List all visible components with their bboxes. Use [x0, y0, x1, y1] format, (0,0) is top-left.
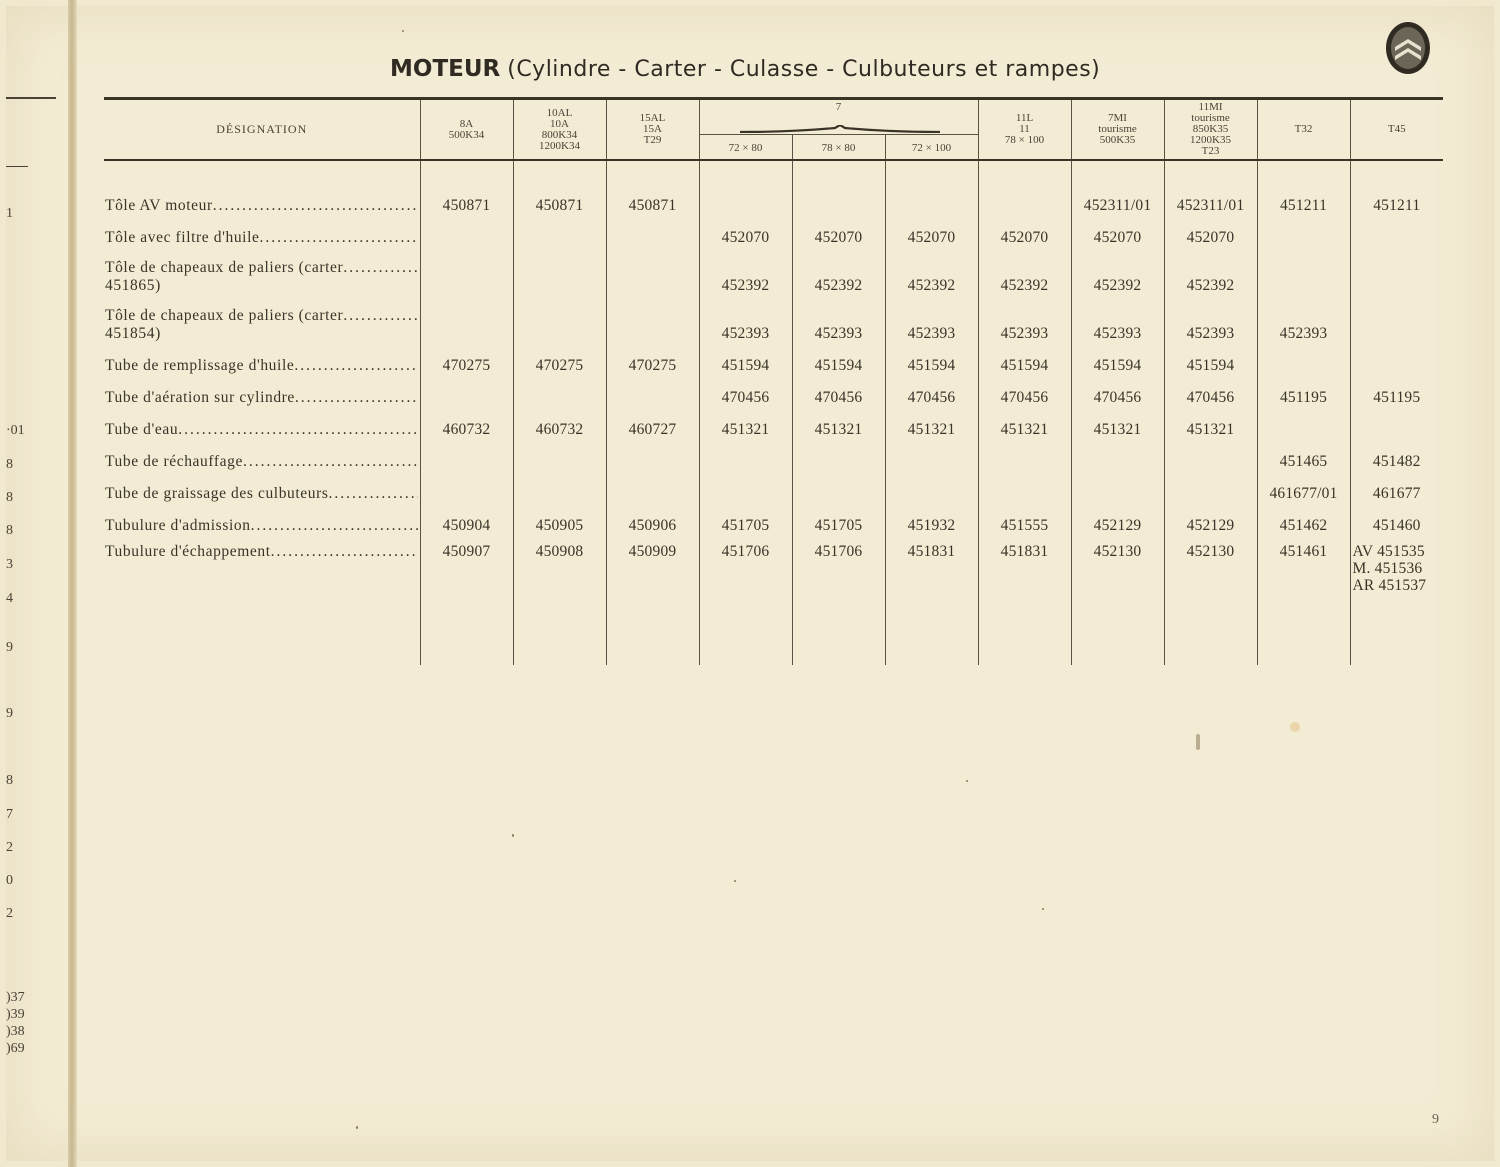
part-number: 470456	[885, 377, 978, 409]
model-header-11l: 11L 11 78 × 100	[978, 99, 1071, 161]
part-number	[513, 377, 606, 409]
part-number: 452130	[1164, 537, 1257, 597]
part-number	[420, 249, 513, 297]
part-number: 451932	[885, 505, 978, 537]
part-number: 452392	[792, 249, 885, 297]
part-number	[885, 441, 978, 473]
part-number	[513, 441, 606, 473]
part-number: 451195	[1257, 377, 1350, 409]
part-number	[978, 441, 1071, 473]
citroen-logo-icon	[1384, 20, 1432, 76]
table-row	[104, 185, 1443, 217]
part-number: 451594	[978, 345, 1071, 377]
paper-speck	[402, 30, 404, 32]
brace-icon	[740, 125, 940, 133]
paper-speck	[966, 780, 968, 782]
table-row	[104, 297, 1443, 345]
designation-header: DÉSIGNATION	[104, 99, 420, 161]
part-number: 451594	[792, 345, 885, 377]
margin-rule	[6, 166, 28, 167]
table-row	[104, 537, 1443, 597]
part-number: 451465	[1257, 441, 1350, 473]
part-number	[885, 473, 978, 505]
margin-number: 7	[6, 807, 13, 822]
margin-number: 4	[6, 591, 13, 606]
part-number	[885, 185, 978, 217]
part-number: 452129	[1071, 505, 1164, 537]
part-number	[1350, 409, 1443, 441]
table-row	[104, 249, 1443, 297]
part-number	[420, 217, 513, 249]
part-number	[792, 441, 885, 473]
part-label: Tôle de chapeaux de paliers (carter 451865) .....	[104, 249, 420, 297]
part-number: 470456	[792, 377, 885, 409]
part-label: Tôle avec filtre d'huile .....	[104, 217, 420, 249]
part-number: 451831	[885, 537, 978, 597]
part-number	[1350, 249, 1443, 297]
part-number: 451321	[792, 409, 885, 441]
part-number: 461677	[1350, 473, 1443, 505]
page-number: 9	[1432, 1112, 1439, 1127]
margin-number: 0	[6, 873, 13, 888]
part-number: 461677/01	[1257, 473, 1350, 505]
part-number	[792, 185, 885, 217]
part-number	[699, 473, 792, 505]
paper-stain	[1290, 722, 1300, 732]
title-main: MOTEUR	[390, 56, 501, 82]
part-number: 452392	[978, 249, 1071, 297]
part-number: 451321	[885, 409, 978, 441]
part-number: 451594	[1164, 345, 1257, 377]
table-row	[104, 441, 1443, 473]
part-number: 450871	[513, 185, 606, 217]
part-number	[1350, 345, 1443, 377]
part-number: 451321	[1164, 409, 1257, 441]
part-number	[1071, 473, 1164, 505]
part-number	[1164, 441, 1257, 473]
part-number: 451321	[978, 409, 1071, 441]
part-number: 452393	[1164, 297, 1257, 345]
part-number: 451705	[792, 505, 885, 537]
part-number: 451555	[978, 505, 1071, 537]
spacer-row	[104, 160, 1443, 185]
part-number	[606, 441, 699, 473]
model-header-7: 7	[699, 99, 978, 135]
paper-stain	[1196, 734, 1200, 750]
part-label: Tube d'eau .....	[104, 409, 420, 441]
bore-stroke-header: 72 × 100	[885, 135, 978, 161]
part-number: 452393	[699, 297, 792, 345]
part-number: 451705	[699, 505, 792, 537]
part-number: 450871	[606, 185, 699, 217]
part-number: 451831	[978, 537, 1071, 597]
part-number	[606, 473, 699, 505]
table-row	[104, 217, 1443, 249]
part-number	[1350, 217, 1443, 249]
margin-number: )39	[6, 1007, 25, 1022]
margin-number: )38	[6, 1024, 25, 1039]
part-number: 452070	[1164, 217, 1257, 249]
margin-number: 8	[6, 773, 13, 788]
part-number: 452392	[1071, 249, 1164, 297]
part-number: 450906	[606, 505, 699, 537]
part-number: 470456	[1164, 377, 1257, 409]
part-number	[1257, 217, 1350, 249]
part-number	[513, 249, 606, 297]
part-number: 451594	[699, 345, 792, 377]
model-header-8a: 8A 500K34	[420, 99, 513, 161]
part-number	[606, 377, 699, 409]
margin-number: 8	[6, 457, 13, 472]
part-number: 451211	[1257, 185, 1350, 217]
model-header-7mi: 7MI tourisme 500K35	[1071, 99, 1164, 161]
part-number	[1257, 249, 1350, 297]
part-number	[513, 473, 606, 505]
part-number: 452393	[978, 297, 1071, 345]
part-number: 450905	[513, 505, 606, 537]
part-number: 452393	[792, 297, 885, 345]
margin-rule	[6, 97, 56, 99]
table-row	[104, 505, 1443, 537]
title-subtitle: (Cylindre - Carter - Culasse - Culbuteurs et rampes)	[507, 57, 1101, 82]
page-title	[390, 56, 1100, 82]
part-number	[1257, 409, 1350, 441]
margin-number: )37	[6, 990, 25, 1005]
part-number: 451594	[885, 345, 978, 377]
part-number: 451594	[1071, 345, 1164, 377]
part-number: 470456	[699, 377, 792, 409]
margin-number: ·01	[6, 423, 25, 438]
table-row	[104, 345, 1443, 377]
part-number	[420, 297, 513, 345]
part-number: 452393	[885, 297, 978, 345]
part-number: 460732	[513, 409, 606, 441]
bore-stroke-header: 78 × 80	[792, 135, 885, 161]
parts-table	[104, 97, 1443, 665]
part-number: 452392	[699, 249, 792, 297]
part-number: 451706	[699, 537, 792, 597]
table-row	[104, 473, 1443, 505]
binding-spine	[68, 0, 77, 1167]
spacer-row	[104, 597, 1443, 665]
part-number: 451195	[1350, 377, 1443, 409]
part-number	[606, 249, 699, 297]
margin-number: 9	[6, 640, 13, 655]
part-number: 451461	[1257, 537, 1350, 597]
margin-number: 8	[6, 490, 13, 505]
part-label: Tube de remplissage d'huile .....	[104, 345, 420, 377]
part-number: 460727	[606, 409, 699, 441]
part-number	[420, 377, 513, 409]
part-number: 452311/01	[1164, 185, 1257, 217]
part-number	[1350, 297, 1443, 345]
model-header-15al: 15AL 15A T29	[606, 99, 699, 161]
part-number	[1164, 473, 1257, 505]
part-label: Tubulure d'admission .....	[104, 505, 420, 537]
part-number-multi: AV 451535 M. 451536 AR 451537	[1350, 537, 1443, 597]
part-number: 450909	[606, 537, 699, 597]
part-number: 452130	[1071, 537, 1164, 597]
part-number: 452392	[885, 249, 978, 297]
part-label: Tôle de chapeaux de paliers (carter 451854) .....	[104, 297, 420, 345]
part-number: 452070	[978, 217, 1071, 249]
model-header-10al: 10AL 10A 800K34 1200K34	[513, 99, 606, 161]
paper-speck	[1042, 908, 1044, 910]
part-number	[792, 473, 885, 505]
part-number	[420, 473, 513, 505]
part-number: 451460	[1350, 505, 1443, 537]
part-number: 470275	[420, 345, 513, 377]
part-number	[1071, 441, 1164, 473]
part-number: 452070	[792, 217, 885, 249]
part-number: 450907	[420, 537, 513, 597]
part-number: 451462	[1257, 505, 1350, 537]
part-number	[978, 473, 1071, 505]
part-number: 451482	[1350, 441, 1443, 473]
part-number: 452070	[699, 217, 792, 249]
part-number: 450871	[420, 185, 513, 217]
part-number: 470275	[513, 345, 606, 377]
margin-number: )69	[6, 1041, 25, 1056]
part-number: 451321	[699, 409, 792, 441]
part-number	[1257, 345, 1350, 377]
part-label: Tôle AV moteur .....	[104, 185, 420, 217]
part-number: 451321	[1071, 409, 1164, 441]
model-header-11mi: 11MI tourisme 850K35 1200K35 T23	[1164, 99, 1257, 161]
margin-number: 9	[6, 706, 13, 721]
part-number	[420, 441, 513, 473]
part-number: 450904	[420, 505, 513, 537]
margin-number: 8	[6, 523, 13, 538]
part-number: 452392	[1164, 249, 1257, 297]
part-number	[699, 441, 792, 473]
margin-number: 2	[6, 840, 13, 855]
margin-number: 2	[6, 906, 13, 921]
part-number	[513, 217, 606, 249]
paper-speck	[734, 880, 736, 882]
bore-stroke-header: 72 × 80	[699, 135, 792, 161]
part-number: 450908	[513, 537, 606, 597]
part-number	[699, 185, 792, 217]
part-number: 452393	[1257, 297, 1350, 345]
part-label: Tube de réchauffage .....	[104, 441, 420, 473]
part-number	[978, 185, 1071, 217]
part-label: Tube de graissage des culbuteurs .....	[104, 473, 420, 505]
part-number: 452070	[885, 217, 978, 249]
part-label: Tubulure d'échappement .....	[104, 537, 420, 597]
table-row	[104, 409, 1443, 441]
part-number: 452129	[1164, 505, 1257, 537]
part-number: 451211	[1350, 185, 1443, 217]
part-number: 452070	[1071, 217, 1164, 249]
paper-speck	[512, 834, 514, 837]
part-number: 470456	[978, 377, 1071, 409]
model-header-t32: T32	[1257, 99, 1350, 161]
part-number: 451706	[792, 537, 885, 597]
part-number: 452311/01	[1071, 185, 1164, 217]
part-label: Tube d'aération sur cylindre .....	[104, 377, 420, 409]
part-number: 452393	[1071, 297, 1164, 345]
part-number	[606, 217, 699, 249]
part-number: 460732	[420, 409, 513, 441]
paper-speck	[356, 1126, 358, 1129]
part-number	[513, 297, 606, 345]
part-number: 470456	[1071, 377, 1164, 409]
margin-number: 1	[6, 206, 13, 221]
margin-number: 3	[6, 557, 13, 572]
table-row	[104, 377, 1443, 409]
part-number	[606, 297, 699, 345]
part-number: 470275	[606, 345, 699, 377]
model-header-t45: T45	[1350, 99, 1443, 161]
